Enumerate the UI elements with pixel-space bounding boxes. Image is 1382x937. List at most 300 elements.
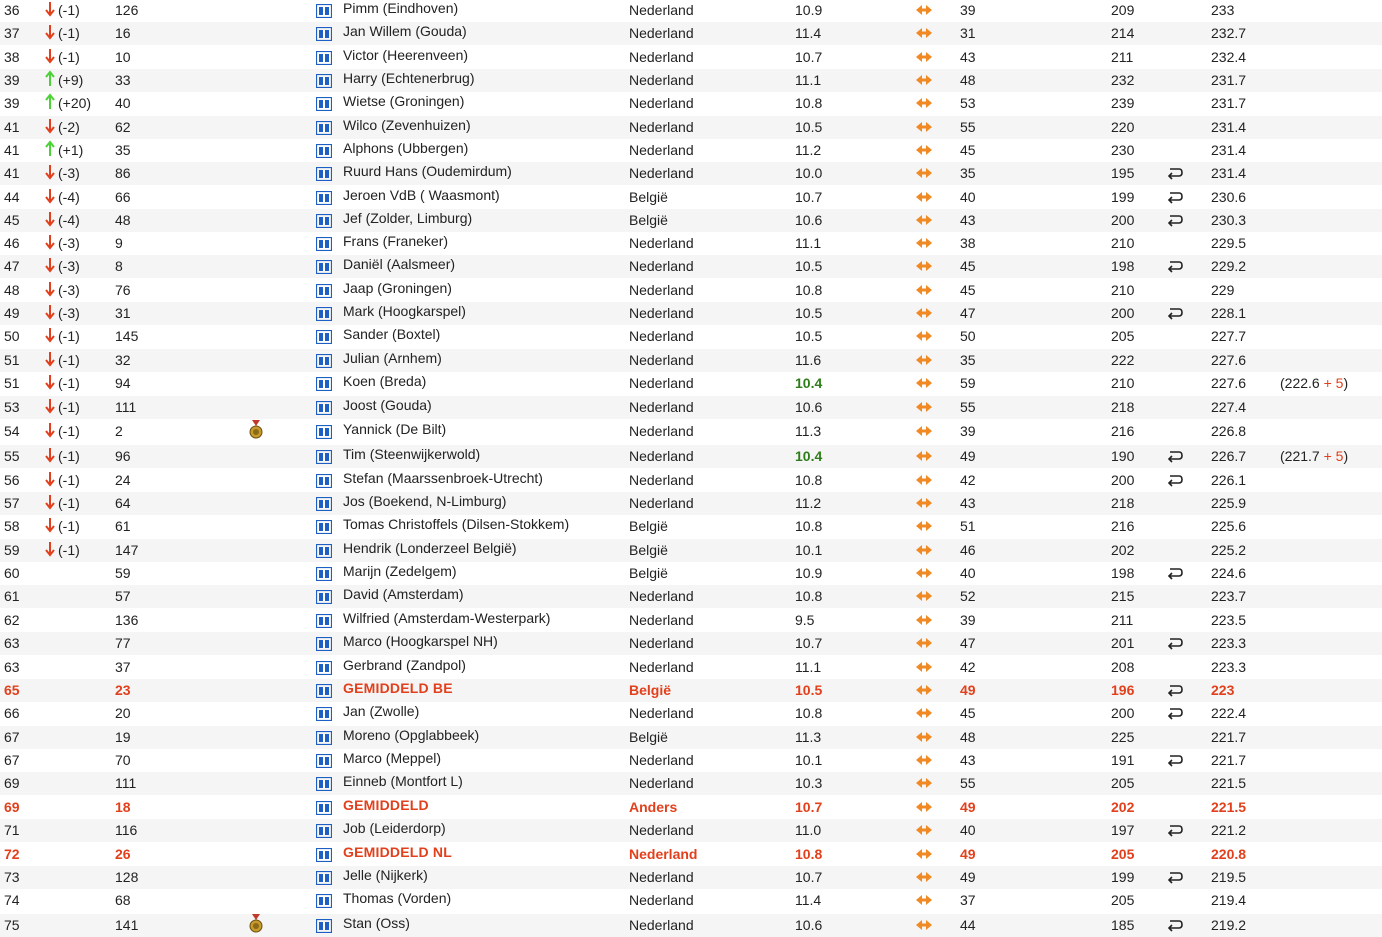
- total-score: 230.3: [1211, 212, 1247, 228]
- score-1: 10.5: [795, 682, 823, 698]
- score-2: 53: [960, 95, 976, 111]
- bib-number: 33: [115, 72, 131, 88]
- rank-cell: 41: [4, 142, 20, 158]
- profile-icon: [316, 74, 332, 88]
- rank-change: (-1): [58, 448, 80, 464]
- arrow-down-icon: [44, 492, 56, 512]
- score-2: 52: [960, 588, 976, 604]
- country-cell: Nederland: [629, 352, 694, 368]
- left-right-arrows-icon: [916, 754, 932, 766]
- table-row: [0, 396, 1382, 419]
- participant-name: Gerbrand (Zandpol): [343, 657, 466, 673]
- total-score: 223.5: [1211, 612, 1247, 628]
- rank-cell: 69: [4, 775, 20, 791]
- bib-number: 111: [115, 399, 137, 415]
- rank-change: (+20): [58, 95, 92, 111]
- bib-number: 35: [115, 142, 131, 158]
- rank-change: (-1): [58, 472, 80, 488]
- bib-number: 64: [115, 495, 131, 511]
- country-cell: België: [629, 542, 668, 558]
- left-right-arrows-icon: [916, 661, 932, 673]
- arrow-up-icon: [44, 92, 56, 112]
- total-score: 226.8: [1211, 423, 1247, 439]
- score-3: 225: [1111, 729, 1135, 745]
- total-score: 232.4: [1211, 49, 1247, 65]
- table-row: [0, 302, 1382, 325]
- left-right-arrows-icon: [916, 260, 932, 272]
- table-row: [0, 469, 1382, 492]
- rank-change: (-1): [58, 375, 80, 391]
- score-3: 198: [1111, 565, 1135, 581]
- score-3: 218: [1111, 495, 1135, 511]
- bib-number: 86: [115, 165, 131, 181]
- score-2: 46: [960, 542, 976, 558]
- country-cell: Nederland: [629, 635, 694, 651]
- rank-cell: 39: [4, 72, 20, 88]
- total-score: 223.3: [1211, 635, 1247, 651]
- country-cell: Nederland: [629, 165, 694, 181]
- participant-name: Jos (Boekend, N-Limburg): [343, 493, 507, 509]
- return-icon: [1166, 752, 1184, 768]
- left-right-arrows-icon: [916, 51, 932, 63]
- total-score: 221.7: [1211, 752, 1247, 768]
- profile-icon: [316, 637, 332, 651]
- return-icon: [1166, 635, 1184, 651]
- score-3: 208: [1111, 659, 1135, 675]
- bib-number: 32: [115, 352, 131, 368]
- left-right-arrows-icon: [916, 330, 932, 342]
- score-1: 10.1: [795, 752, 823, 768]
- rank-change: (-3): [58, 165, 80, 181]
- score-3: 199: [1111, 189, 1135, 205]
- bib-number: 68: [115, 892, 131, 908]
- score-1: 10.5: [795, 119, 823, 135]
- profile-icon: [316, 377, 332, 391]
- rank-cell: 53: [4, 399, 20, 415]
- rank-change: (-1): [58, 25, 80, 41]
- table-row: [0, 372, 1382, 395]
- score-2: 49: [960, 869, 976, 885]
- score-2: 40: [960, 565, 976, 581]
- rank-change: (-1): [58, 542, 80, 558]
- score-1: 10.7: [795, 189, 823, 205]
- bib-number: 23: [115, 682, 131, 698]
- score-1: 11.1: [795, 235, 822, 251]
- rank-cell: 51: [4, 352, 20, 368]
- arrow-down-icon: [44, 396, 56, 416]
- arrow-down-icon: [44, 420, 56, 440]
- score-2: 39: [960, 423, 976, 439]
- score-1: 10.7: [795, 635, 823, 651]
- rank-cell: 71: [4, 822, 20, 838]
- left-right-arrows-icon: [916, 824, 932, 836]
- score-3: 200: [1111, 705, 1135, 721]
- score-3: 195: [1111, 165, 1135, 181]
- score-1: 10.5: [795, 305, 823, 321]
- return-icon: [1166, 917, 1184, 933]
- profile-icon: [316, 260, 332, 274]
- score-3: 211: [1111, 612, 1134, 628]
- total-score: 228.1: [1211, 305, 1247, 321]
- left-right-arrows-icon: [916, 894, 932, 906]
- participant-name: GEMIDDELD BE: [343, 680, 453, 696]
- score-1: 10.6: [795, 399, 823, 415]
- profile-icon: [316, 425, 332, 439]
- country-cell: Nederland: [629, 752, 694, 768]
- score-3: 239: [1111, 95, 1135, 111]
- profile-icon: [316, 27, 332, 41]
- rank-cell: 74: [4, 892, 20, 908]
- profile-icon: [316, 707, 332, 721]
- score-2: 55: [960, 775, 976, 791]
- table-row: [0, 632, 1382, 655]
- score-2: 37: [960, 892, 976, 908]
- country-cell: Nederland: [629, 375, 694, 391]
- score-3: 209: [1111, 2, 1135, 18]
- total-score: 227.6: [1211, 375, 1247, 391]
- participant-name: Wilfried (Amsterdam-Westerpark): [343, 610, 551, 626]
- arrow-down-icon: [44, 349, 56, 369]
- score-2: 42: [960, 472, 976, 488]
- profile-icon: [316, 97, 332, 111]
- profile-icon: [316, 590, 332, 604]
- table-row: [0, 749, 1382, 772]
- total-score: 227.7: [1211, 328, 1247, 344]
- return-icon: [1166, 258, 1184, 274]
- score-1: 11.1: [795, 72, 822, 88]
- score-1: 10.8: [795, 95, 823, 111]
- participant-name: David (Amsterdam): [343, 586, 464, 602]
- return-icon: [1166, 705, 1184, 721]
- rank-cell: 41: [4, 119, 20, 135]
- score-2: 55: [960, 119, 976, 135]
- score-2: 45: [960, 282, 976, 298]
- participant-name: Hendrik (Londerzeel België): [343, 540, 517, 556]
- country-cell: Nederland: [629, 235, 694, 251]
- country-cell: Nederland: [629, 305, 694, 321]
- arrow-down-icon: [44, 279, 56, 299]
- left-right-arrows-icon: [916, 214, 932, 226]
- arrow-down-icon: [44, 162, 56, 182]
- score-3: 210: [1111, 375, 1135, 391]
- score-1: 10.8: [795, 282, 823, 298]
- score-2: 42: [960, 659, 976, 675]
- country-cell: Nederland: [629, 659, 694, 675]
- left-right-arrows-icon: [916, 425, 932, 437]
- score-2: 40: [960, 822, 976, 838]
- total-score: 233: [1211, 2, 1235, 18]
- score-3: 215: [1111, 588, 1135, 604]
- left-right-arrows-icon: [916, 121, 932, 133]
- participant-name: Einneb (Montfort L): [343, 773, 463, 789]
- score-2: 50: [960, 328, 976, 344]
- profile-icon: [316, 401, 332, 415]
- rank-cell: 45: [4, 212, 20, 228]
- rank-cell: 39: [4, 95, 20, 111]
- country-cell: Nederland: [629, 869, 694, 885]
- country-cell: Nederland: [629, 495, 694, 511]
- score-1: 10.7: [795, 869, 823, 885]
- country-cell: Nederland: [629, 448, 694, 464]
- rank-cell: 63: [4, 659, 20, 675]
- total-score: 219.4: [1211, 892, 1247, 908]
- participant-name: Joost (Gouda): [343, 397, 432, 413]
- score-2: 31: [960, 25, 976, 41]
- left-right-arrows-icon: [916, 307, 932, 319]
- bonus-base: (221.7: [1280, 448, 1324, 464]
- bib-number: 96: [115, 448, 131, 464]
- score-2: 48: [960, 72, 976, 88]
- score-2: 59: [960, 375, 976, 391]
- profile-icon: [316, 307, 332, 321]
- table-row: [0, 420, 1382, 443]
- participant-name: Tomas Christoffels (Dilsen-Stokkem): [343, 516, 570, 532]
- profile-icon: [316, 214, 332, 228]
- profile-icon: [316, 497, 332, 511]
- total-score: 222.4: [1211, 705, 1247, 721]
- rank-cell: 41: [4, 165, 20, 181]
- score-3: 218: [1111, 399, 1135, 415]
- profile-icon: [316, 661, 332, 675]
- arrow-up-icon: [44, 139, 56, 159]
- score-1: 10.8: [795, 846, 823, 862]
- score-2: 51: [960, 518, 976, 534]
- profile-icon: [316, 614, 332, 628]
- participant-name: Marijn (Zedelgem): [343, 563, 457, 579]
- arrow-down-icon: [44, 22, 56, 42]
- score-2: 47: [960, 305, 976, 321]
- table-row: [0, 139, 1382, 162]
- left-right-arrows-icon: [916, 97, 932, 109]
- return-icon: [1166, 682, 1184, 698]
- total-score: 219.2: [1211, 917, 1247, 933]
- score-3: 216: [1111, 518, 1135, 534]
- rank-change: (-4): [58, 212, 80, 228]
- left-right-arrows-icon: [916, 848, 932, 860]
- score-2: 38: [960, 235, 976, 251]
- score-2: 40: [960, 189, 976, 205]
- profile-icon: [316, 544, 332, 558]
- country-cell: Nederland: [629, 423, 694, 439]
- bonus-plus: + 5: [1323, 448, 1344, 464]
- score-1: 10.0: [795, 165, 823, 181]
- profile-icon: [316, 777, 332, 791]
- profile-icon: [316, 51, 332, 65]
- left-right-arrows-icon: [916, 474, 932, 486]
- total-score: 221.2: [1211, 822, 1247, 838]
- profile-icon: [316, 450, 332, 464]
- participant-name: Victor (Heerenveen): [343, 47, 469, 63]
- score-3: 197: [1111, 822, 1135, 838]
- left-right-arrows-icon: [916, 919, 932, 931]
- score-3: 200: [1111, 472, 1135, 488]
- country-cell: Nederland: [629, 282, 694, 298]
- bib-number: 40: [115, 95, 131, 111]
- profile-icon: [316, 191, 332, 205]
- score-2: 48: [960, 729, 976, 745]
- bib-number: 145: [115, 328, 139, 344]
- participant-name: Jaap (Groningen): [343, 280, 452, 296]
- bib-number: 77: [115, 635, 131, 651]
- arrow-down-icon: [44, 445, 56, 465]
- return-icon: [1166, 305, 1184, 321]
- score-1: 10.9: [795, 2, 823, 18]
- score-2: 45: [960, 705, 976, 721]
- left-right-arrows-icon: [916, 637, 932, 649]
- country-cell: Nederland: [629, 25, 694, 41]
- score-3: 210: [1111, 235, 1135, 251]
- rank-cell: 58: [4, 518, 20, 534]
- total-score: 221.7: [1211, 729, 1247, 745]
- rank-change: (-1): [58, 328, 80, 344]
- total-score: 230.6: [1211, 189, 1247, 205]
- rank-change: (-1): [58, 518, 80, 534]
- arrow-down-icon: [44, 232, 56, 252]
- total-score: 231.4: [1211, 119, 1247, 135]
- participant-name: Marco (Hoogkarspel NH): [343, 633, 498, 649]
- score-2: 47: [960, 635, 976, 651]
- bonus-plus: + 5: [1323, 375, 1344, 391]
- country-cell: Nederland: [629, 472, 694, 488]
- score-1: 10.8: [795, 472, 823, 488]
- country-cell: Nederland: [629, 95, 694, 111]
- country-cell: België: [629, 682, 672, 698]
- arrow-down-icon: [44, 515, 56, 535]
- country-cell: België: [629, 565, 668, 581]
- bib-number: 16: [115, 25, 131, 41]
- participant-name: Jeroen VdB ( Waasmont): [343, 187, 500, 203]
- total-score: 231.4: [1211, 142, 1247, 158]
- total-score: 231.7: [1211, 95, 1247, 111]
- participant-name: Tim (Steenwijkerwold): [343, 446, 481, 462]
- score-2: 35: [960, 352, 976, 368]
- return-icon: [1166, 822, 1184, 838]
- total-score: 223.3: [1211, 659, 1247, 675]
- country-cell: Nederland: [629, 705, 694, 721]
- participant-name: Sander (Boxtel): [343, 326, 441, 342]
- rank-cell: 63: [4, 635, 20, 651]
- total-score: 220.8: [1211, 846, 1247, 862]
- bib-number: 26: [115, 846, 131, 862]
- return-icon: [1166, 869, 1184, 885]
- participant-name: Job (Leiderdorp): [343, 820, 446, 836]
- rank-cell: 44: [4, 189, 20, 205]
- score-2: 55: [960, 399, 976, 415]
- country-cell: Nederland: [629, 775, 694, 791]
- score-1: 11.2: [795, 495, 822, 511]
- profile-icon: [316, 824, 332, 838]
- bonus-breakdown: (221.7 + 5): [1280, 448, 1349, 464]
- profile-icon: [316, 284, 332, 298]
- left-right-arrows-icon: [916, 567, 932, 579]
- return-icon: [1166, 189, 1184, 205]
- table-row: [0, 609, 1382, 632]
- bonus-breakdown: (222.6 + 5): [1280, 375, 1349, 391]
- rank-change: (-1): [58, 49, 80, 65]
- profile-icon: [316, 684, 332, 698]
- score-1: 10.8: [795, 588, 823, 604]
- score-2: 43: [960, 495, 976, 511]
- table-row: [0, 866, 1382, 889]
- return-icon: [1166, 165, 1184, 181]
- score-1: 10.3: [795, 775, 823, 791]
- return-icon: [1166, 565, 1184, 581]
- arrow-down-icon: [44, 116, 56, 136]
- score-1: 11.4: [795, 892, 822, 908]
- country-cell: Nederland: [629, 588, 694, 604]
- rank-change: (+1): [58, 142, 84, 158]
- rank-cell: 67: [4, 729, 20, 745]
- rank-change: (-1): [58, 352, 80, 368]
- bib-number: 24: [115, 472, 131, 488]
- participant-name: Moreno (Opglabbeek): [343, 727, 480, 743]
- table-row: [0, 772, 1382, 795]
- table-row: [0, 819, 1382, 842]
- table-row: [0, 492, 1382, 515]
- left-right-arrows-icon: [916, 450, 932, 462]
- left-right-arrows-icon: [916, 74, 932, 86]
- total-score: 229.2: [1211, 258, 1247, 274]
- participant-name: Daniël (Aalsmeer): [343, 256, 456, 272]
- bib-number: 10: [115, 49, 131, 65]
- profile-icon: [316, 567, 332, 581]
- profile-icon: [316, 801, 332, 815]
- left-right-arrows-icon: [916, 27, 932, 39]
- table-row: [0, 209, 1382, 232]
- participant-name: Pimm (Eindhoven): [343, 0, 459, 16]
- score-2: 49: [960, 682, 976, 698]
- score-2: 39: [960, 2, 976, 18]
- country-cell: België: [629, 212, 668, 228]
- bib-number: 37: [115, 659, 131, 675]
- total-score: 225.2: [1211, 542, 1247, 558]
- total-score: 221.5: [1211, 775, 1247, 791]
- score-2: 44: [960, 917, 976, 933]
- total-score: 229.5: [1211, 235, 1247, 251]
- rank-cell: 49: [4, 305, 20, 321]
- score-3: 202: [1111, 799, 1135, 815]
- bib-number: 141: [115, 917, 138, 933]
- participant-name: Harry (Echtenerbrug): [343, 70, 475, 86]
- left-right-arrows-icon: [916, 520, 932, 532]
- score-1: 11.1: [795, 659, 822, 675]
- left-right-arrows-icon: [916, 731, 932, 743]
- participant-name: Jef (Zolder, Limburg): [343, 210, 473, 226]
- table-row: [0, 325, 1382, 348]
- rank-cell: 57: [4, 495, 20, 511]
- total-score: 227.6: [1211, 352, 1247, 368]
- rank-cell: 67: [4, 752, 20, 768]
- left-right-arrows-icon: [916, 801, 932, 813]
- left-right-arrows-icon: [916, 167, 932, 179]
- rank-change: (-1): [58, 495, 80, 511]
- total-score: 227.4: [1211, 399, 1247, 415]
- bib-number: 128: [115, 869, 139, 885]
- participant-name: Wilco (Zevenhuizen): [343, 117, 471, 133]
- table-row: [0, 539, 1382, 562]
- score-3: 205: [1111, 328, 1135, 344]
- country-cell: Nederland: [629, 49, 694, 65]
- country-cell: België: [629, 729, 668, 745]
- country-cell: Nederland: [629, 612, 694, 628]
- score-1: 11.0: [795, 822, 822, 838]
- arrow-down-icon: [44, 372, 56, 392]
- country-cell: Anders: [629, 799, 678, 815]
- score-1: 11.2: [795, 142, 822, 158]
- participant-name: Alphons (Ubbergen): [343, 140, 469, 156]
- score-3: 190: [1111, 448, 1135, 464]
- bib-number: 18: [115, 799, 131, 815]
